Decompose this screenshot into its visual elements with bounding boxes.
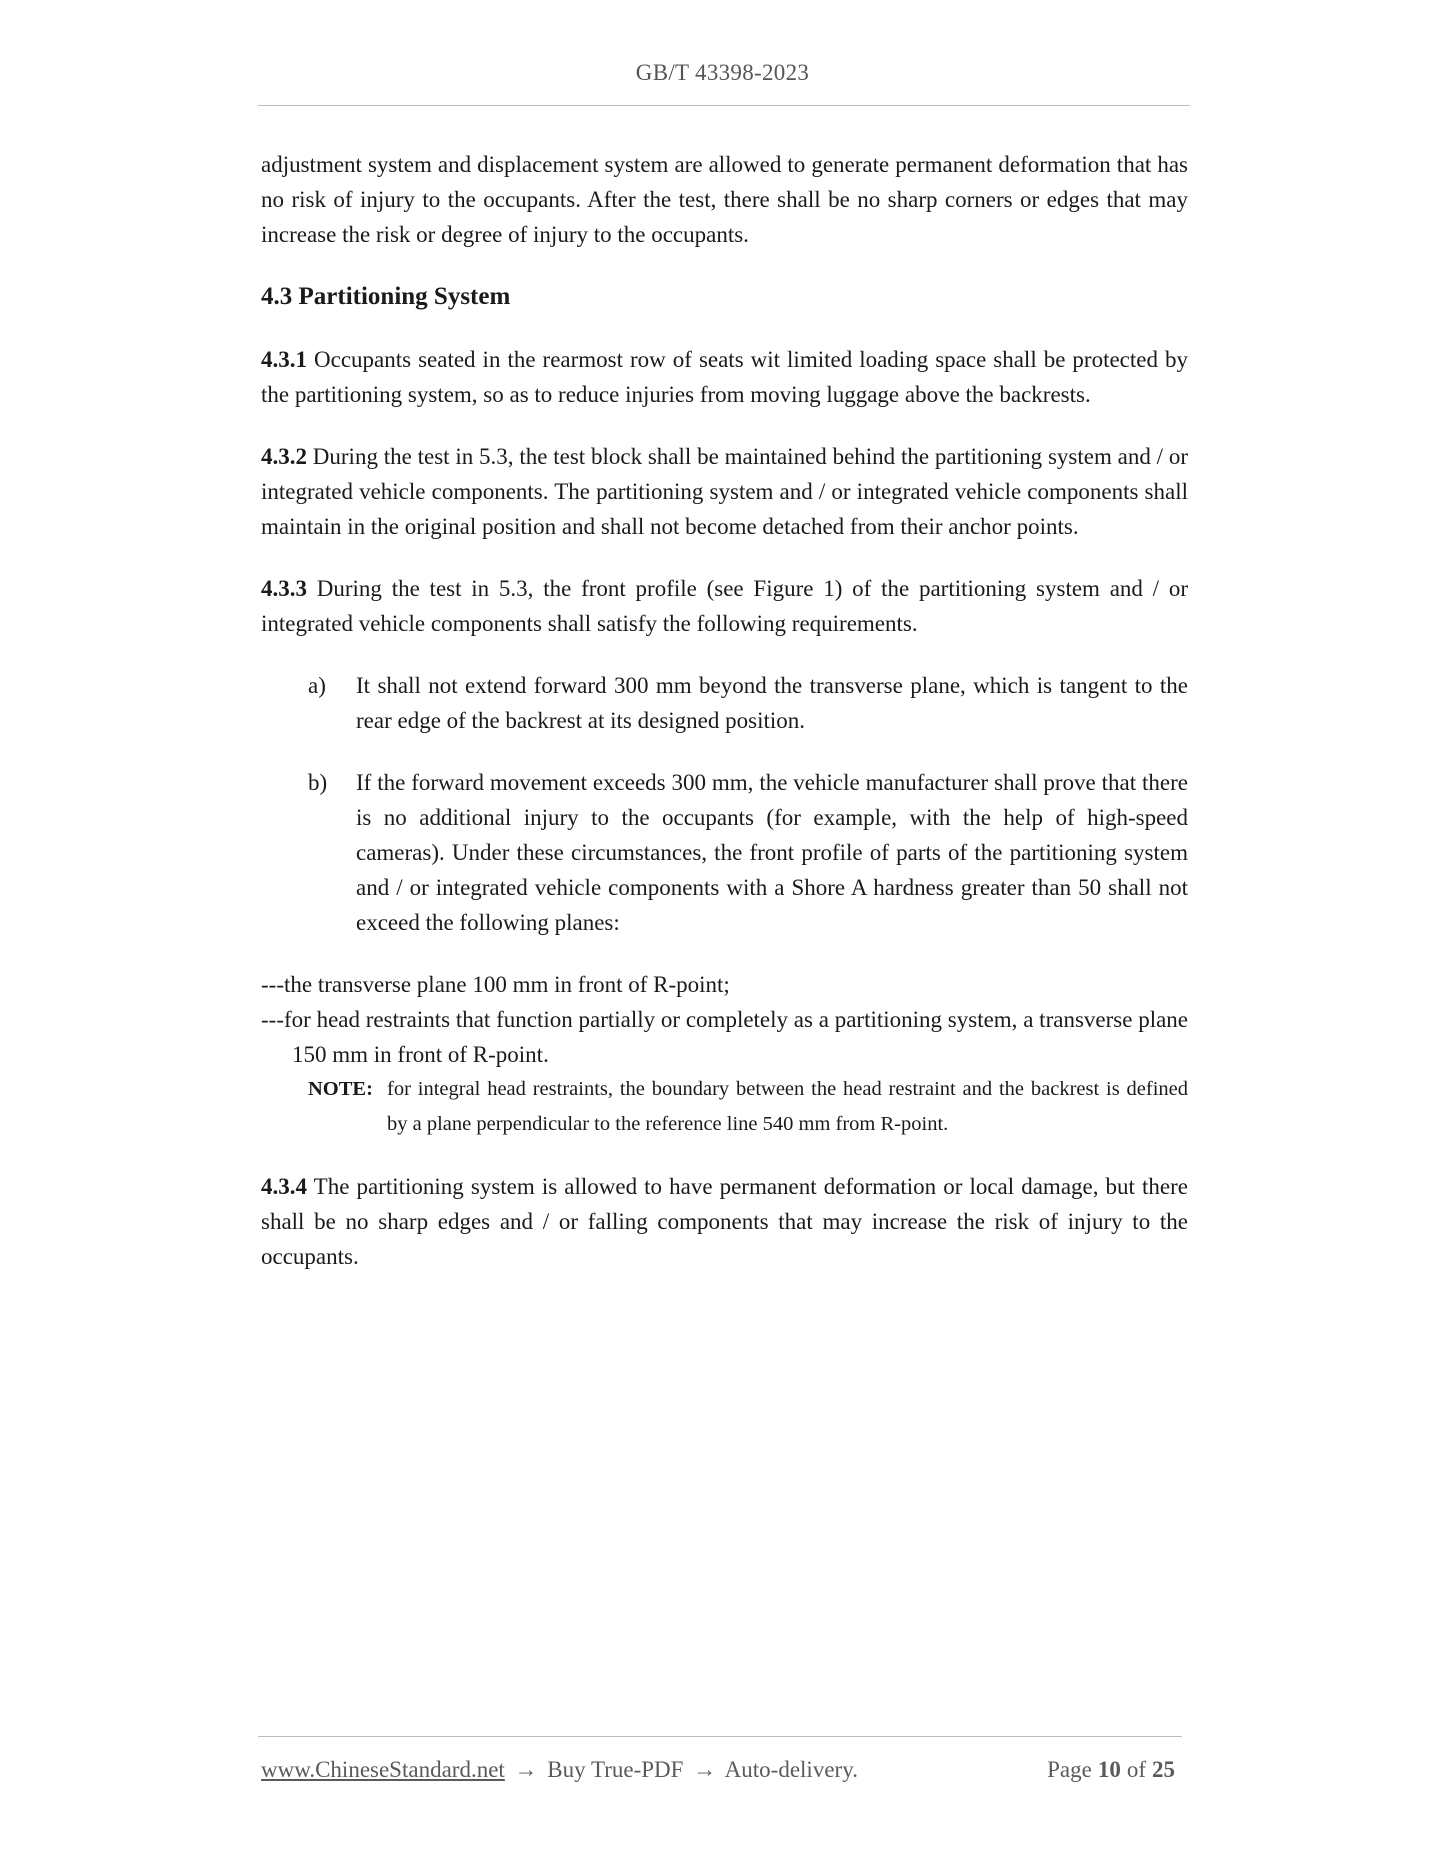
clause-4-3-4 bbox=[261, 1169, 1188, 1274]
list-marker: b) bbox=[308, 770, 328, 795]
footer-divider bbox=[258, 1736, 1182, 1737]
document-body bbox=[261, 147, 1188, 1301]
total-pages: 25 bbox=[1152, 1757, 1175, 1782]
list-marker: a) bbox=[308, 673, 326, 698]
buy-true-pdf-text: Buy True-PDF bbox=[547, 1757, 684, 1782]
list-item-text: It shall not extend forward 300 mm beyond the transverse plane, which is tangent to the rear edge of the backrest at its designed position. bbox=[356, 673, 1188, 733]
list-item-a bbox=[261, 668, 1188, 738]
clause-4-3-1 bbox=[261, 342, 1188, 412]
list-item-b bbox=[261, 765, 1188, 940]
of-label: of bbox=[1126, 1757, 1146, 1782]
document-header-title: GB/T 43398-2023 bbox=[635, 60, 810, 85]
arrow-right-icon: → bbox=[693, 1757, 717, 1782]
page-number bbox=[1047, 1757, 1181, 1783]
note-block bbox=[308, 1072, 1188, 1142]
clause-text: During the test in 5.3, the test block shall be maintained behind the partitioning system and / or integrated vehicle components. The partitioning system and / or integrated vehicle components shall maintain in the original position and shall not become detached from their anchor points. bbox=[261, 444, 1188, 539]
dash-item-1: ---the transverse plane 100 mm in front of R-point; bbox=[261, 972, 730, 997]
note-label: NOTE: bbox=[308, 1078, 373, 1100]
footer-promo bbox=[261, 1757, 858, 1783]
intro-paragraph: adjustment system and displacement system are allowed to generate permanent deformation that has no risk of injury to the occupants. After the test, there shall be no sharp corners or edges that may increase the risk or degree of injury to the occupants. bbox=[261, 152, 1188, 247]
clause-4-3-2 bbox=[261, 439, 1188, 544]
clause-number: 4.3.3 bbox=[261, 576, 307, 601]
clause-text: The partitioning system is allowed to have permanent deformation or local damage, but there shall be no sharp edges and / or falling components that may increase the risk of injury to the occupants. bbox=[261, 1174, 1188, 1269]
clause-text: During the test in 5.3, the front profile (see Figure 1) of the partitioning system and / or integrated vehicle components shall satisfy the following requirements. bbox=[261, 576, 1188, 636]
clause-number: 4.3.1 bbox=[261, 347, 307, 372]
page-label: Page bbox=[1047, 1757, 1092, 1782]
section-heading: 4.3 Partitioning System bbox=[261, 283, 511, 310]
clause-4-3-3 bbox=[261, 571, 1188, 641]
arrow-right-icon: → bbox=[514, 1757, 538, 1782]
dash-item-2: ---for head restraints that function partially or completely as a partitioning system, a transverse plane 150 mm in front of R-point. bbox=[261, 1007, 1188, 1067]
clause-number: 4.3.4 bbox=[261, 1174, 307, 1199]
header-divider bbox=[258, 105, 1190, 106]
clause-number: 4.3.2 bbox=[261, 444, 307, 469]
note-text: for integral head restraints, the boundary between the head restraint and the backrest is defined by a plane perpendicular to the reference line 540 mm from R-point. bbox=[387, 1078, 1188, 1135]
list-item-text: If the forward movement exceeds 300 mm, the vehicle manufacturer shall prove that there is no additional injury to the occupants (for example, with the help of high-speed cameras). Under these circumstances, the front profile of parts of the partitioning system and / or integrated vehicle components with a Shore A hardness greater than 50 shall not exceed the following planes: bbox=[356, 770, 1188, 935]
clause-text: Occupants seated in the rearmost row of seats wit limited loading space shall be protected by the partitioning system, so as to reduce injuries from moving luggage above the backrests. bbox=[261, 347, 1188, 407]
auto-delivery-text: Auto-delivery. bbox=[724, 1757, 858, 1782]
current-page: 10 bbox=[1097, 1757, 1121, 1782]
website-link[interactable]: www.ChineseStandard.net bbox=[261, 1757, 505, 1782]
